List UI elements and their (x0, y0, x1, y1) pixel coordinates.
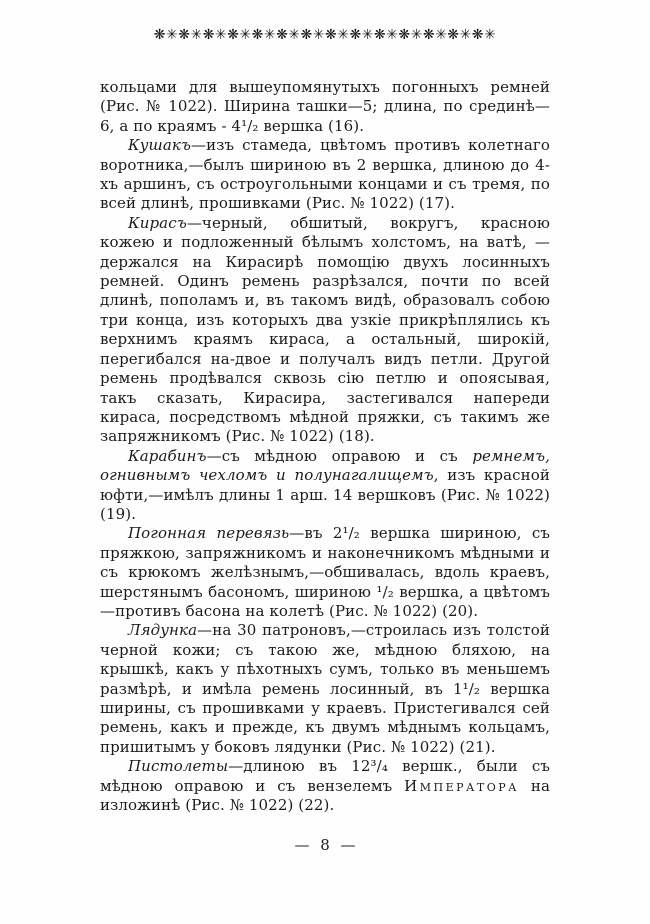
paragraph (100, 78, 550, 136)
body-text: —черный, обшитый, вокругъ, красною кожею и подложенный бѣлымъ холстомъ, на ватѣ, — держался на Кирасирѣ помощію двухъ лосинныхъ ремней. Одинъ ремень разрѣзался, почти по всей длинѣ, пополамъ и, въ такомъ видѣ, образовалъ собою три конца, изъ которыхъ два узкіе прикрѣплялись къ верхнимъ краямъ кираса, а остальный, широкій, перегибался на-двое и получалъ видъ петли. Другой ремень продѣвался сквозь сію петлю и опоясывая, такъ сказать, Кирасира, застегивался напереди кираса, посредствомъ мѣдной пряжки, съ такимъ же запряжникомъ (Рис. № 1022) (18). (100, 213, 550, 446)
body-text: —длиною въ 12³/₄ вершк., были съ мѣдною оправою и съ вензелемъ (100, 757, 550, 795)
term-italic-text: Карабинъ (128, 446, 207, 465)
term-italic-text: ремнемъ, огнивнымъ чехломъ и полунагалищемъ (100, 446, 550, 485)
term-italic-text: Кушакъ (128, 136, 192, 155)
body-text: —изъ стамеда, цвѣтомъ противъ колетнаго воротника,—былъ шириною въ 2 вершка, длиною до 4-хъ аршинъ, съ остроугольными концами и съ тремя, по всей длинѣ, прошивками (Рис. № 1022) (17). (100, 136, 550, 213)
paragraph (100, 447, 550, 525)
smallcaps-text: Императора (404, 776, 519, 795)
body-text: , изъ красной юфти,—имѣлъ длины 1 арш. 14 вершковъ (Рис. № 1022) (19). (100, 466, 550, 523)
text-block (100, 78, 550, 815)
term-italic-text: Погонная перевязь (128, 524, 290, 543)
term-italic-text: Кирасъ (128, 213, 187, 232)
header-ornament-band: ❋✳❋✳❋✳❋✳❋✳❋✳❋✳❋✳❋✳❋✳❋✳❋✳❋✳❋✳ (153, 27, 497, 43)
paragraph (100, 621, 550, 757)
page-number: — 8 — (294, 836, 356, 855)
paragraph (100, 214, 550, 447)
term-italic-text: Лядунка (128, 621, 198, 640)
body-text: —на 30 патроновъ,—строилась изъ толстой черной кожи; съ такою же, мѣдною бляхою, на крышкѣ, какъ у пѣхотныхъ сумъ, только въ меньшемъ размѣрѣ, и имѣла ремень лосинный, въ 1¹/₂ вершка ширины, съ прошивками у краевъ. Пристегивался сей ремень, какъ и прежде, къ двумъ мѣднымъ кольцамъ, пришитымъ у боковъ лядунки (Рис. № 1022) (21). (100, 621, 550, 756)
body-text: —въ 2¹/₂ вершка шириною, съ пряжкою, запряжникомъ и наконечникомъ мѣдными и съ крюкомъ желѣзнымъ,—обшивалась, вдоль краевъ, шерстянымъ басономъ, шириною ¹/₂ вершка, а цвѣтомъ—противъ басона на колетѣ (Рис. № 1022) (20). (100, 524, 550, 620)
paragraph (100, 524, 550, 621)
body-text: кольцами для вышеупомянутыхъ погонныхъ ремней (Рис. № 1022). Ширина ташки—5; длина, по срединѣ—6, а по краямъ - 4¹/₂ вершка (16). (100, 78, 550, 135)
paragraph (100, 136, 550, 214)
body-text: —съ мѣдною оправою и съ (206, 446, 473, 465)
term-italic-text: Пистолеты (128, 757, 229, 776)
body-text: на изложинѣ (Рис. № 1022) (22). (100, 776, 551, 815)
paragraph (100, 757, 550, 815)
